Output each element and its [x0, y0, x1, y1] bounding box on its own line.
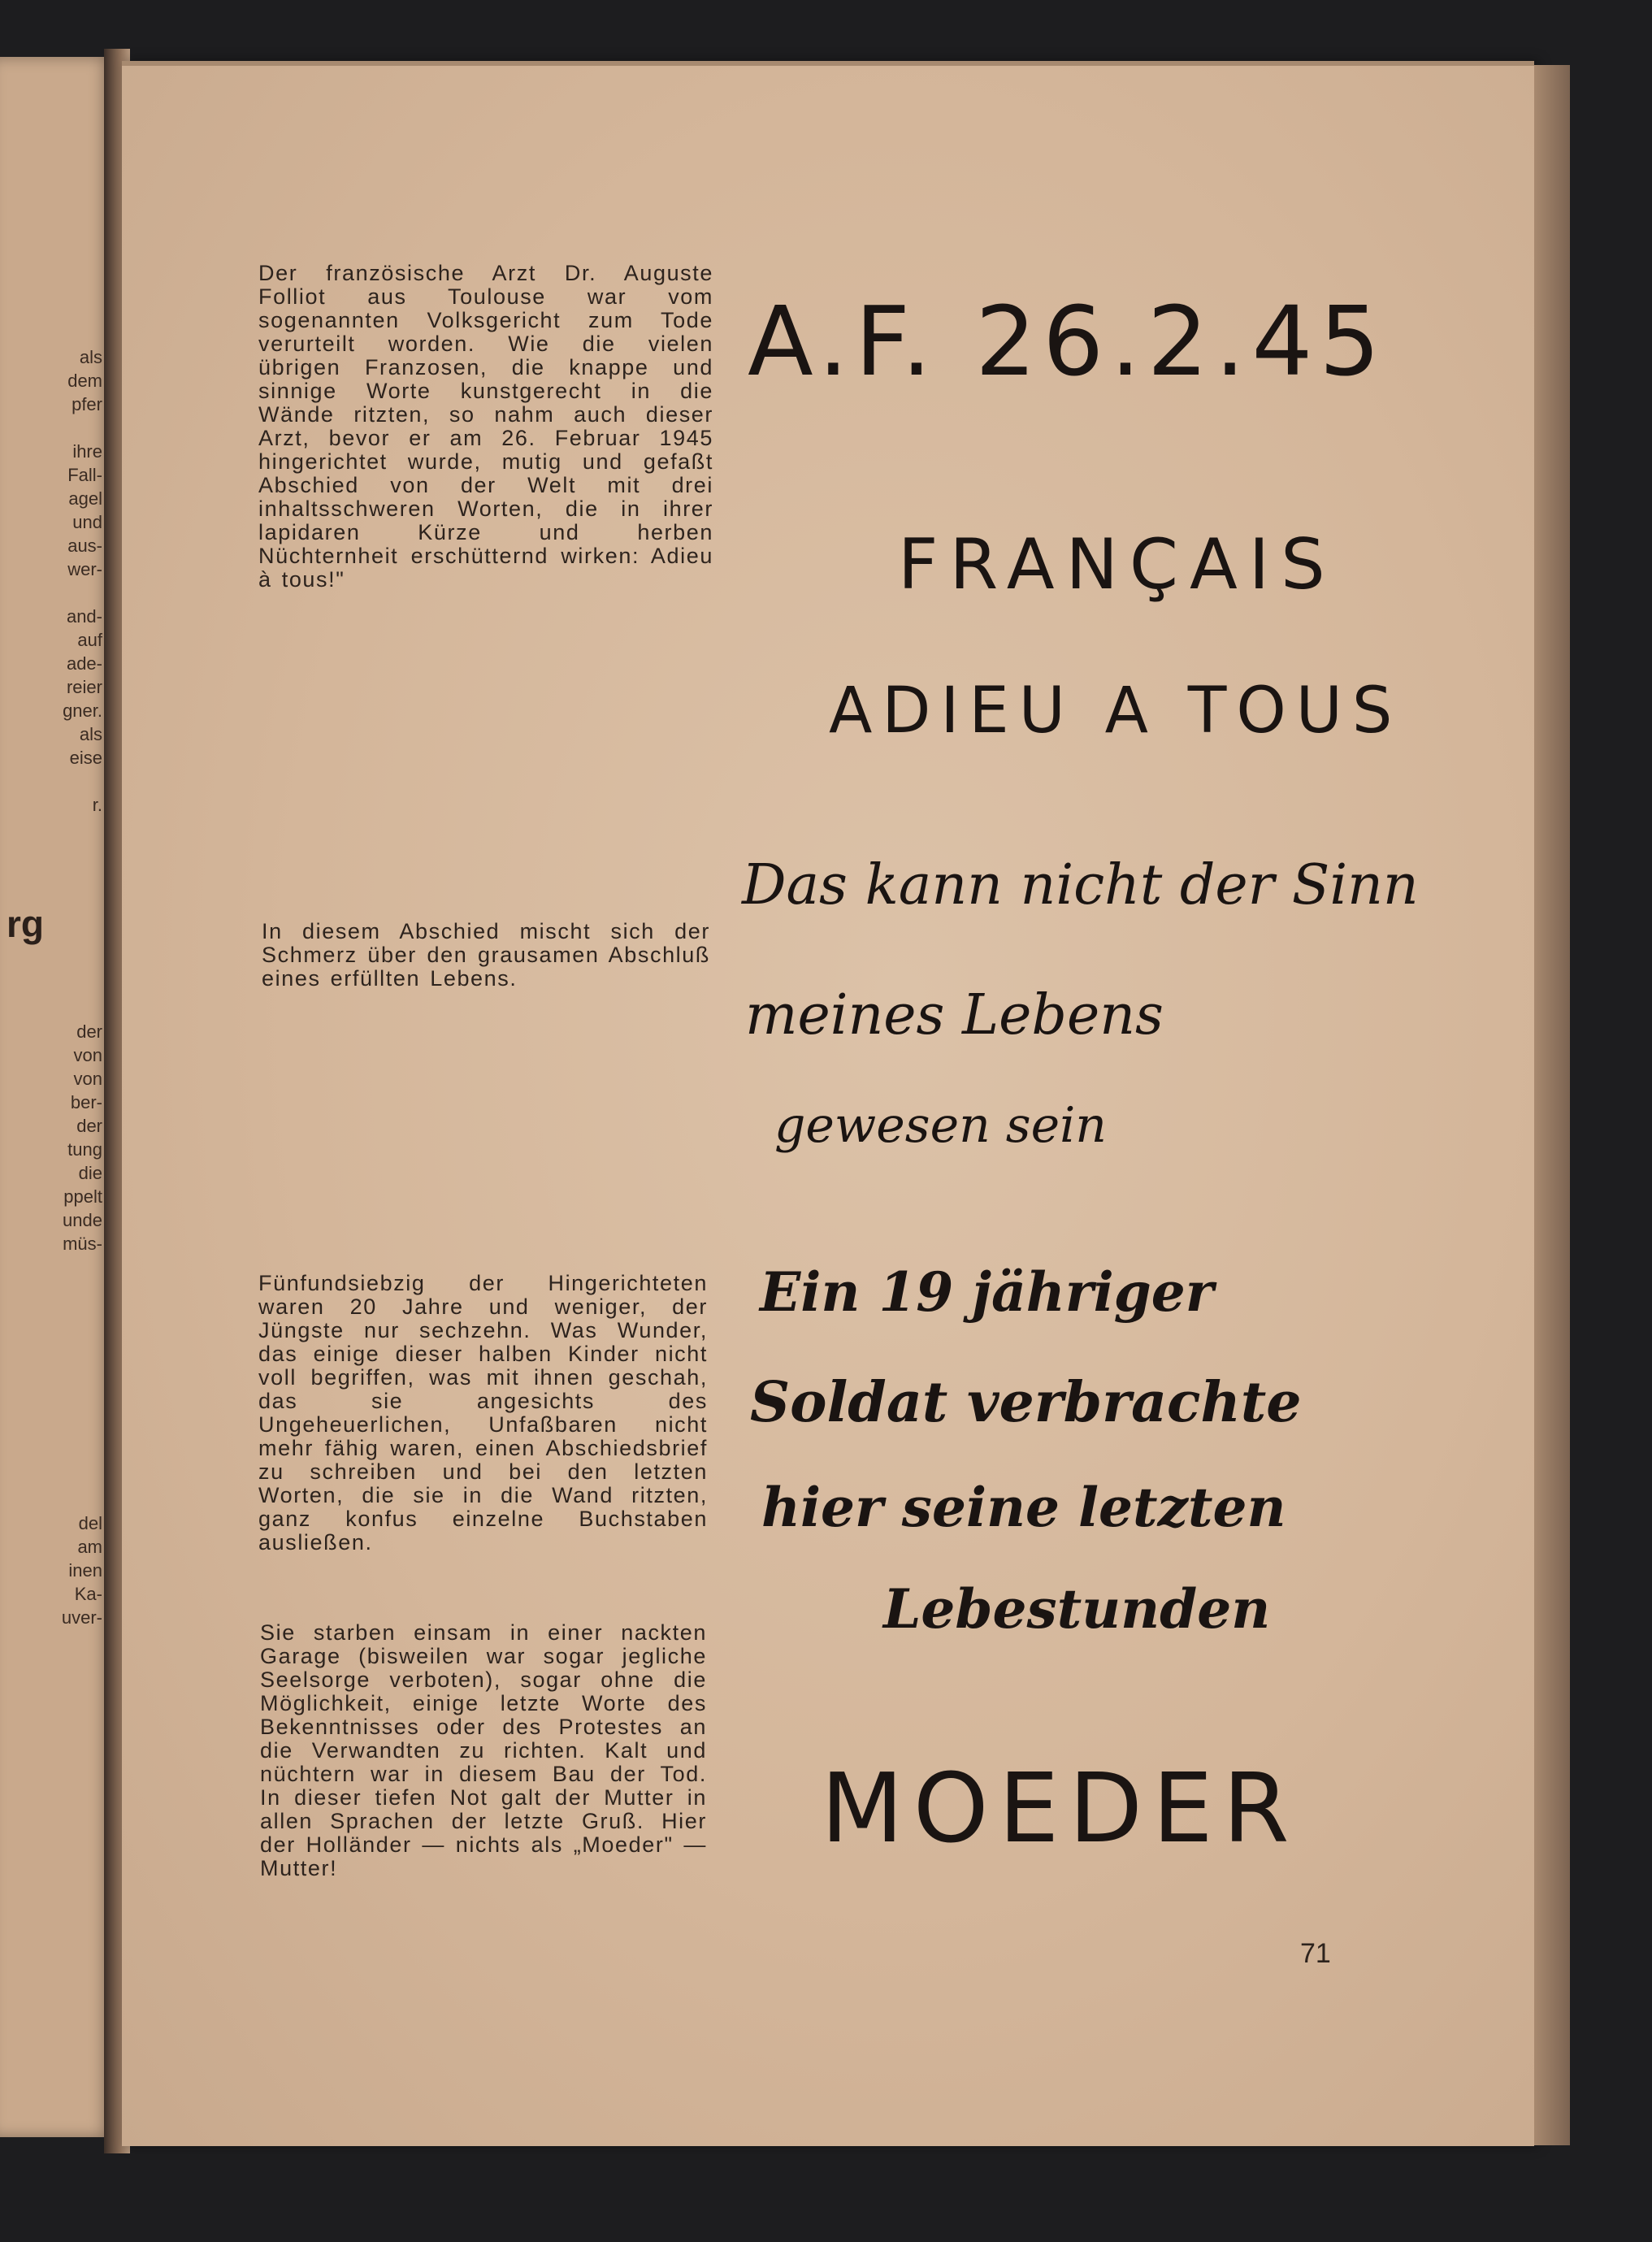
- fragment: pfer: [72, 394, 102, 414]
- fragment: del: [78, 1513, 102, 1533]
- previous-page-heading-fragment: rg: [7, 903, 44, 945]
- fragment: inen: [68, 1560, 102, 1581]
- fragment: gner.: [63, 700, 102, 721]
- fragment: unde: [63, 1210, 102, 1230]
- fragment: and-: [66, 606, 102, 627]
- inscription-sinn: Das kann nicht der Sinn: [742, 853, 1419, 917]
- previous-page-text-top: [5, 345, 102, 817]
- inscription-moeder: MOEDER: [821, 1752, 1299, 1864]
- fragment: tung: [67, 1139, 102, 1160]
- inscription-lebestunden: Lebestunden: [883, 1577, 1271, 1641]
- inscription-soldat: Soldat verbrachte: [750, 1370, 1302, 1435]
- inscription-letzten: hier seine letzten: [761, 1476, 1286, 1539]
- page-edge: [1534, 65, 1570, 2145]
- paragraph-moeder: Sie starben einsam in einer nackten Garage (bisweilen war sogar jegliche Seelsorge verboten), sogar ohne die Möglichkeit, einige letzte Worte des Bekenntnisses oder des Protestes an die Verwandten zu richten. Kalt und nüchtern war in diesem Bau der Tod. In dieser tiefen Not galt der Mutter in allen Sprachen der letzte Gruß. Hier der Holländer — nichts als „Moeder" — Mutter!: [260, 1620, 707, 1880]
- paragraph-farewell: In diesem Abschied mischt sich der Schmerz über den grausamen Abschluß eines erfüllten Lebens.: [262, 919, 710, 991]
- paragraph-young: Fünfundsiebzig der Hingerichteten waren 20 Jahre und weniger, der Jüngste nur sechzehn. Was Wunder, das einige dieser halben Kinder nicht voll begriffen, was mit ihnen geschah, das sie angesichts des Ungeheuerlichen, Unfaßbaren nicht mehr fähig waren, einen Abschiedsbrief zu schreiben und bei den letzten Worten, die sie in die Wand ritzten, ganz konfus einzelne Buchstaben ausließen.: [258, 1271, 708, 1555]
- fragment: als: [79, 724, 102, 744]
- fragment: von: [73, 1045, 102, 1065]
- fragment: r.: [92, 795, 102, 815]
- fragment: der: [76, 1116, 102, 1136]
- fragment: als: [79, 347, 102, 367]
- fragment: am: [77, 1537, 102, 1557]
- inscription-lebens: meines Lebens: [745, 983, 1164, 1047]
- previous-page-edge: [0, 57, 114, 2137]
- fragment: müs-: [63, 1234, 102, 1254]
- fragment: [5, 416, 102, 440]
- fragment: agel: [68, 488, 102, 509]
- previous-page-text-bottom: [5, 1511, 102, 1629]
- page-number: 71: [1300, 1938, 1331, 1969]
- fragment: ihre: [72, 441, 102, 462]
- fragment: wer-: [67, 559, 102, 579]
- previous-page-text-mid: [5, 1020, 102, 1255]
- inscription-19-jaehriger: Ein 19 jähriger: [760, 1260, 1214, 1324]
- fragment: Fall-: [67, 465, 102, 485]
- fragment: uver-: [61, 1607, 102, 1628]
- inscription-gewesen: gewesen sein: [774, 1097, 1107, 1154]
- inscription-francais: FRANÇAIS: [898, 524, 1337, 605]
- fragment: Ka-: [74, 1584, 102, 1604]
- fragment: von: [73, 1069, 102, 1089]
- fragment: die: [78, 1163, 102, 1183]
- fragment: reier: [66, 677, 102, 697]
- fragment: und: [72, 512, 102, 532]
- paragraph-folliot: Der französische Arzt Dr. Auguste Folliot aus Toulouse war vom sogenannten Volksgericht zum Tode verurteilt worden. Wie die vielen übrigen Franzosen, die knappe und sinnige Worte kunstgerecht in die Wände ritzten, so nahm auch dieser Arzt, bevor er am 26. Februar 1945 hingerichtet wurde, mutig und gefaßt Abschied von der Welt mit drei inhaltsschweren Worten, die in ihrer lapidaren Kürze und herben Nüchternheit erschütternd wirken: Adieu à tous!": [258, 261, 713, 592]
- fragment: eise: [69, 748, 102, 768]
- fragment: ade-: [66, 653, 102, 674]
- fragment: ber-: [70, 1092, 102, 1112]
- inscription-initials-date: A.F. 26.2.45: [748, 285, 1387, 397]
- fragment: [5, 581, 102, 605]
- fragment: der: [76, 1021, 102, 1042]
- fragment: dem: [67, 371, 102, 391]
- fragment: auf: [77, 630, 102, 650]
- fragment: aus-: [67, 536, 102, 556]
- fragment: ppelt: [63, 1186, 102, 1207]
- fragment: [5, 770, 102, 793]
- inscription-adieu: ADIEU A TOUS: [829, 674, 1403, 748]
